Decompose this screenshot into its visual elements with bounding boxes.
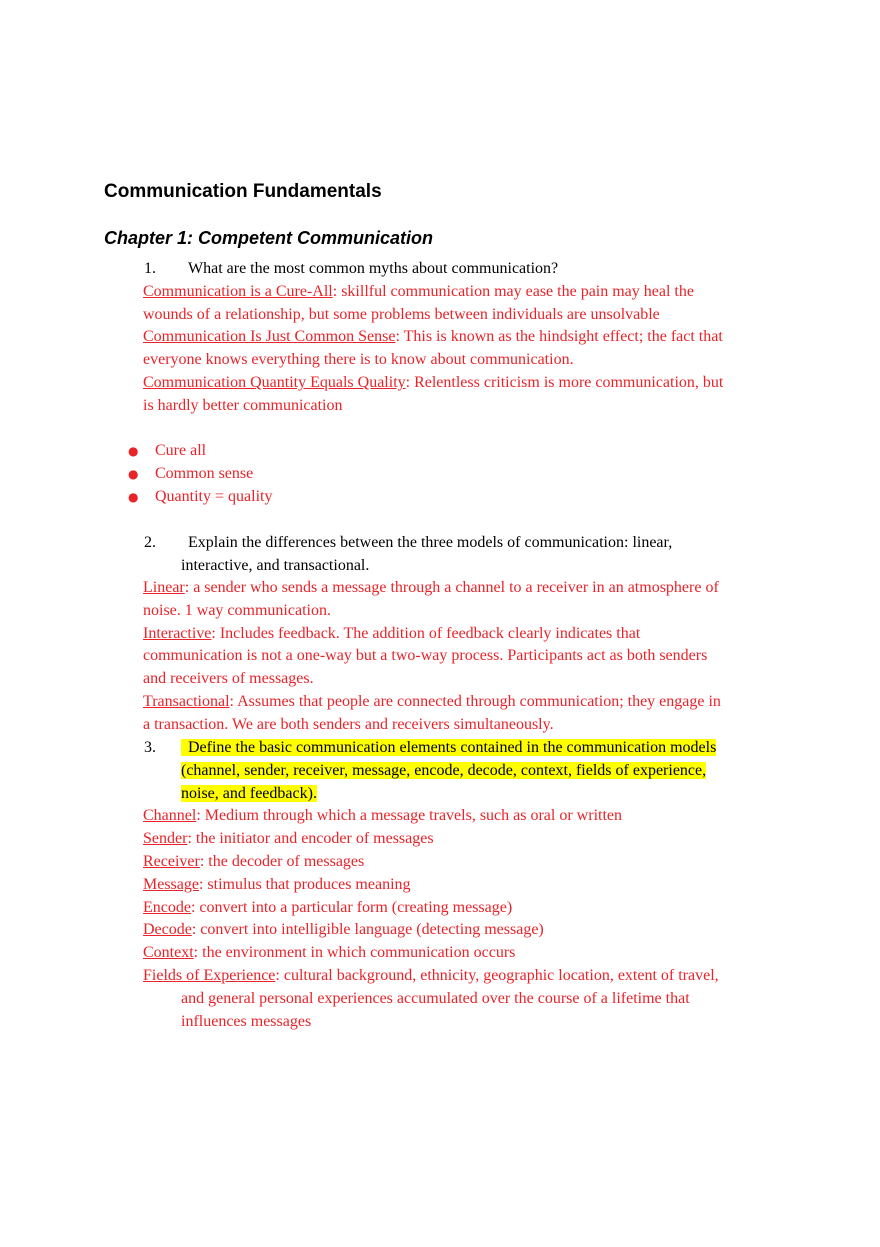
list-item: Cure all <box>155 442 207 459</box>
answer-term: Communication is a Cure-All <box>143 283 333 300</box>
definition-term: Context <box>143 944 194 961</box>
definition-line: and general personal experiences accumulated over the course of a lifetime that <box>181 990 690 1007</box>
answer-line <box>143 624 640 644</box>
answer-line: wounds of a relationship, but some problems between individuals are unsolvable <box>143 306 660 323</box>
bullet-icon: ● <box>128 490 139 504</box>
answer-line <box>143 373 723 393</box>
definition-term: Sender <box>143 830 188 847</box>
definition-term: Receiver <box>143 853 200 870</box>
answer-term: Linear <box>143 579 185 596</box>
question-3-number: 3. <box>144 739 156 756</box>
question-2-number: 2. <box>144 534 156 551</box>
answer-line: noise. 1 way communication. <box>143 602 331 619</box>
answer-text: : skillful communication may ease the pain may heal the <box>332 283 694 300</box>
definition-line <box>143 966 719 986</box>
list-item: Quantity = quality <box>155 488 273 505</box>
highlighted-text: noise, and feedback). <box>181 785 317 802</box>
document-title: Communication Fundamentals <box>104 181 382 202</box>
question-3-text <box>181 784 317 804</box>
answer-text: : Assumes that people are connected through communication; they engage in <box>229 693 721 710</box>
definition-line <box>143 943 515 963</box>
question-1-text: What are the most common myths about communication? <box>188 260 559 277</box>
definition-text: : stimulus that produces meaning <box>198 876 411 893</box>
answer-line <box>143 282 694 302</box>
answer-term: Interactive <box>143 625 212 642</box>
definition-term: Channel <box>143 807 197 824</box>
question-3-text <box>181 761 706 781</box>
answer-term: Communication Is Just Common Sense <box>143 328 396 345</box>
definition-text: : convert into a particular form (creating message) <box>190 899 513 916</box>
definition-text: : cultural background, ethnicity, geographic location, extent of travel, <box>275 967 719 984</box>
answer-text: : Includes feedback. The addition of feedback clearly indicates that <box>211 625 641 642</box>
answer-line <box>143 692 721 712</box>
definition-line <box>143 829 434 849</box>
question-3-text <box>181 738 716 758</box>
list-item: Common sense <box>155 465 254 482</box>
definition-text: : the environment in which communication occurs <box>193 944 516 961</box>
definition-term: Fields of Experience <box>143 967 276 984</box>
definition-term: Decode <box>143 921 192 938</box>
definition-text: : convert into intelligible language (detecting message) <box>191 921 544 938</box>
definition-line <box>143 852 364 872</box>
question-1-number: 1. <box>144 260 156 277</box>
answer-line: everyone knows everything there is to know about communication. <box>143 351 574 368</box>
answer-line <box>143 578 719 598</box>
answer-text: : a sender who sends a message through a channel to a receiver in an atmosphere of <box>184 579 719 596</box>
answer-text: : Relentless criticism is more communication, but <box>405 374 724 391</box>
answer-line <box>143 327 723 347</box>
chapter-title: Chapter 1: Competent Communication <box>104 228 434 248</box>
definition-line: influences messages <box>181 1013 312 1030</box>
bullet-icon: ● <box>128 444 139 458</box>
answer-term: Transactional <box>143 693 230 710</box>
definition-term: Message <box>143 876 199 893</box>
definition-line <box>143 920 544 940</box>
definition-text: : the decoder of messages <box>199 853 365 870</box>
highlighted-text: Define the basic communication elements contained in the communication models <box>181 739 716 756</box>
question-2-text: Explain the differences between the three models of communication: linear, <box>188 534 673 551</box>
highlighted-text: (channel, sender, receiver, message, encode, decode, context, fields of experience, <box>181 762 707 779</box>
answer-line: a transaction. We are both senders and receivers simultaneously. <box>143 716 554 733</box>
answer-term: Communication Quantity Equals Quality <box>143 374 406 391</box>
definition-line <box>143 898 512 918</box>
answer-line: and receivers of messages. <box>143 670 314 687</box>
definition-line <box>143 875 411 895</box>
answer-text: : This is known as the hindsight effect; the fact that <box>395 328 723 345</box>
bullet-icon: ● <box>128 467 139 481</box>
definition-term: Encode <box>143 899 191 916</box>
answer-line: is hardly better communication <box>143 397 343 414</box>
question-2-text: interactive, and transactional. <box>181 557 370 574</box>
answer-line: communication is not a one-way but a two-way process. Participants act as both senders <box>143 647 708 664</box>
definition-line <box>143 806 622 826</box>
definition-text: : Medium through which a message travels, such as oral or written <box>196 807 622 824</box>
definition-text: : the initiator and encoder of messages <box>187 830 434 847</box>
